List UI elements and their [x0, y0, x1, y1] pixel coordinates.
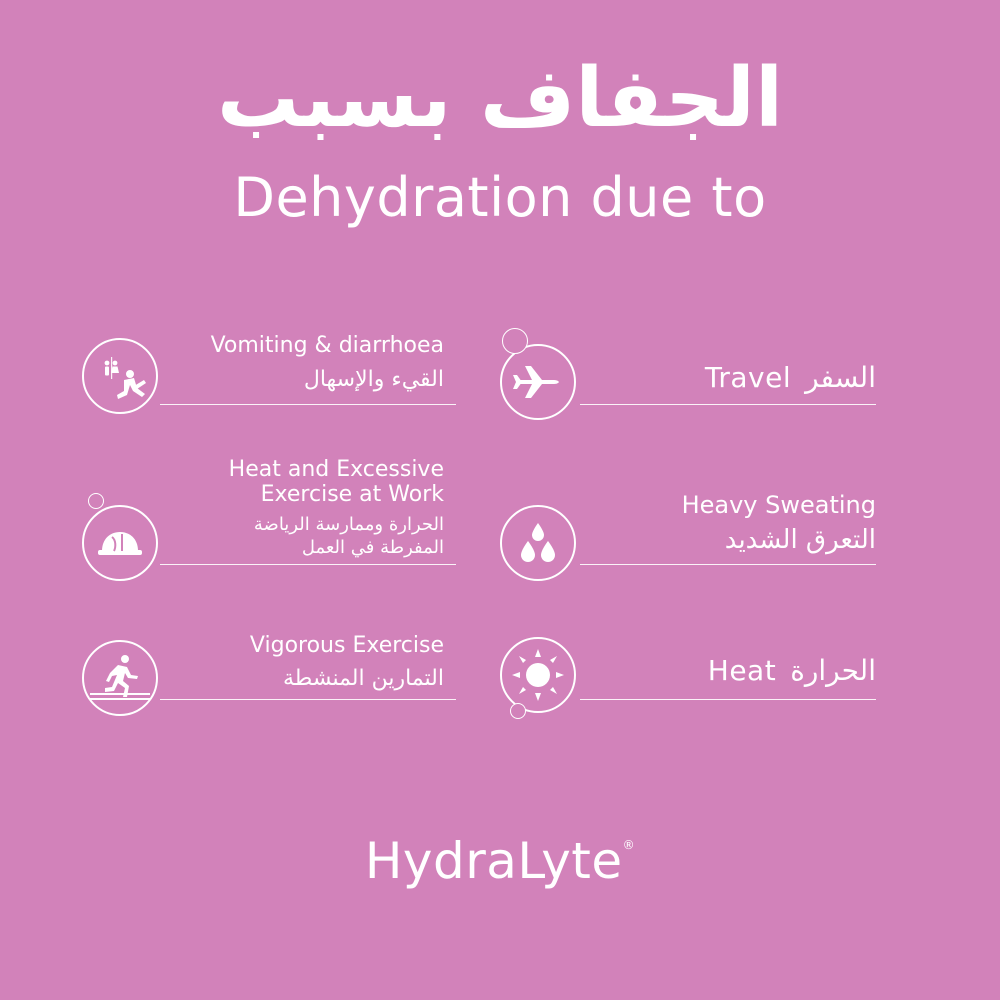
item-vigorous-en: Vigorous Exercise: [249, 633, 444, 658]
divider-line: [160, 404, 456, 405]
divider-line: [580, 564, 876, 565]
item-heat-ar: الحرارة: [790, 654, 876, 687]
divider-line: [580, 699, 876, 700]
brand-logo: [0, 832, 1000, 890]
item-heat-work-ar-line2: المفرطة في العمل: [301, 537, 444, 558]
item-heat-work-en-line2: Exercise at Work: [260, 482, 444, 507]
item-travel-en: Travel: [704, 361, 792, 394]
item-sweating-en: Heavy Sweating: [681, 491, 876, 519]
divider-line: [580, 404, 876, 405]
divider-line: [160, 564, 456, 565]
item-vomiting-en: Vomiting & diarrhoea: [210, 333, 444, 358]
brand-name: HydraLyte: [364, 832, 623, 890]
item-travel: [516, 361, 876, 394]
page-title-english: Dehydration due to: [233, 166, 767, 229]
item-vigorous-ar: التمارين المنشطة: [282, 666, 444, 691]
item-heat-work-ar-line1: الحرارة وممارسة الرياضة: [253, 514, 444, 535]
decorative-dot: [502, 328, 528, 354]
page-title-arabic: الجفاف بسبب: [216, 51, 784, 146]
item-sweating-ar: التعرق الشديد: [724, 525, 876, 555]
divider-line: [160, 699, 456, 700]
item-heat-work-en-line1: Heat and Excessive: [228, 457, 444, 482]
decorative-dot: [88, 493, 104, 509]
decorative-dot: [510, 703, 526, 719]
item-travel-ar: السفر: [805, 361, 876, 394]
item-heat-en: Heat: [707, 654, 777, 687]
item-vomiting-ar: القيء والإسهال: [303, 367, 444, 392]
item-heat: [516, 654, 876, 687]
registered-mark: ®: [622, 838, 636, 852]
